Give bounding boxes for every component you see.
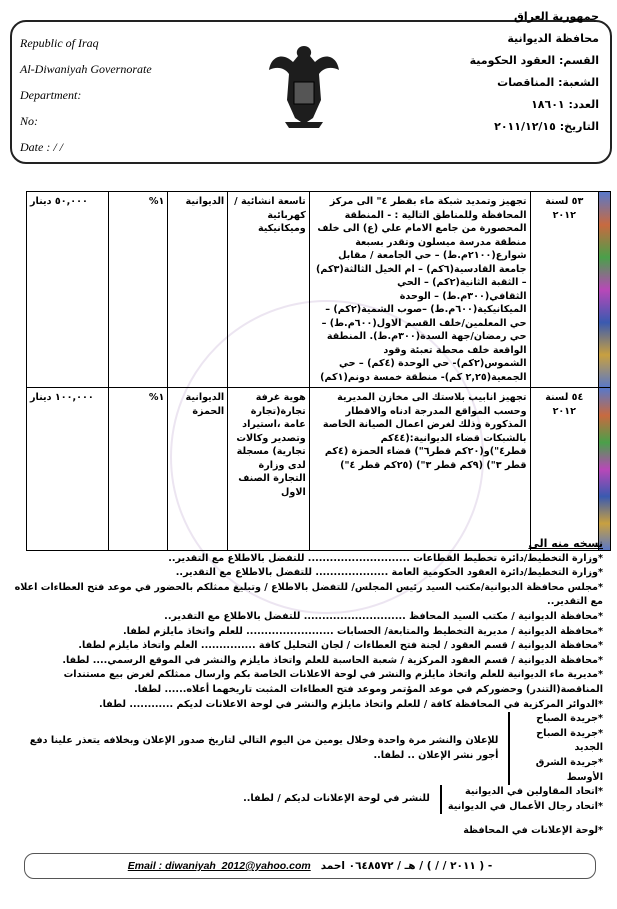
newspapers-note: للإعلان والنشر مرة واحدة وخلال يومين من اليوم التالي لتاريخ صدور الإعلان وبخلافه يتعذر علينا دفع أجور نشر الإعلان .. لطفا..: [29, 735, 499, 761]
tender-class: هوية غرفة تجارة(تجارة عامة ،استيراد وتصدير وكالات تجارية) مسجلة لدى وزارة التجارة الصنف الاول: [228, 388, 310, 551]
tender-price: ٥٠,٠٠٠ دينار: [27, 192, 109, 388]
newspaper-item: *جريدة الصباح الجديد: [536, 727, 603, 754]
tender-class: انشائية / كهربائية وميكانيكية: [234, 196, 306, 234]
tender-location: الديوانية الحمزة: [168, 388, 228, 551]
newspaper-item: *جريدة الصباح: [536, 713, 603, 725]
footer-bar: [24, 853, 596, 879]
tender-price: ١٠٠,٠٠٠ دينار: [27, 388, 109, 551]
copy-item: *محافظة الديوانية / مكتب السيد المحافظ ............................ للتفضل بالاطلاع مع التقدير..: [164, 610, 603, 622]
header-left-line: No:: [20, 114, 38, 128]
copy-item: *مجلس محافظة الديوانية/مكتب السيد رئيس المجلس/ للتفضل بالاطلاع / وتبليغ ممثلكم بالحضور في موعد فتح العطاءات اعلاه مع التقدير..: [14, 581, 603, 608]
decorative-stripe: [599, 192, 611, 388]
copy-item: *محافظة الديوانية / قسم العقود المركزية / شعبة الحاسبة للعلم واتخاذ مايلزم والنشر في الموقع الرسمي.... لطفا.: [62, 654, 603, 666]
header-left-line: Date : / /: [20, 140, 63, 154]
unions-group: [14, 785, 603, 814]
tender-description: تجهيز انابيب بلاستك الى مخازن المديرية وحسب المواقع المدرجة ادناه والاقطار المذكورة وذلك لغرض اعمال الصيانة الخاصة بالشبكات قضاء الديوانية:(٤٤كم قطر٤")و(٢٠كم قطر٦") قضاء الحمزة (٤كم قطر ٣") (٩كم قطر ٣") (٢٥كم قطر ٤"): [309, 388, 530, 551]
tender-location: الديوانية: [168, 192, 228, 388]
newspaper-item: *جريدة الشرق الأوسط: [535, 756, 603, 783]
header-right-line: محافظة الديوانية: [507, 32, 599, 45]
header-right-line: العدد: ١٨٦٠١: [531, 98, 599, 111]
copy-item: *الدوائر المركزية في المحافظة كافة / للعلم واتخاذ مايلزم والنشر في لوحة الاعلانات لديكم ............ لطفا.: [98, 698, 603, 710]
tender-number: ٥٣ لسنة ٢٠١٢: [530, 192, 599, 388]
copies-title: نسخه منه الى: [528, 537, 603, 550]
copy-item-last: *لوحة الإعلانات في المحافظة: [463, 825, 603, 837]
union-item: *اتحاد المقاولين في الديوانية: [465, 786, 603, 798]
copies-section: [14, 537, 603, 839]
eagle-emblem: [265, 40, 343, 130]
header-left-english: [20, 30, 152, 160]
newspapers-list: [508, 712, 603, 785]
unions-note: للنشر في لوحة الإعلانات لديكم / لطفا..: [243, 793, 430, 805]
header-right-line: الشعبة: المناقصات: [497, 76, 599, 89]
header-right-arabic: [470, 6, 599, 138]
unions-list: [440, 785, 603, 814]
union-item: *اتحاد رجال الأعمال في الديوانية: [447, 800, 603, 812]
header-right-line: التاريخ: ٢٠١١/١٢/١٥: [494, 120, 599, 133]
tender-class-grade: [228, 192, 310, 388]
tender-percent: ١%: [108, 388, 168, 551]
table-row: [27, 388, 611, 551]
copy-item: *محافظة الديوانية / مديرية التخطيط والمتابعة/ الحسابات ........................ للعلم واتخاذ مايلزم لطفا.: [122, 625, 603, 637]
header-left-line: Al-Diwaniyah Governorate: [20, 62, 152, 76]
decorative-stripe: [599, 388, 611, 551]
copy-item: *محافظة الديوانية / قسم العقود / لجنة فتح العطاءات / لجان التحليل كافة ............... العلم واتخاذ مايلزم لطفا.: [78, 640, 603, 652]
copy-item: *مديرية ماء الديوانية للعلم واتخاذ مايلزم والنشر في لوحة الاعلانات الخاصة بكم وارسال ممثلكم لغرض بيع مستندات المناقصة(التندر) وحضوركم في موعد المؤتمر وموعد فتح العطاءات المثبت تاريخهما أعلاه...... لطفا.: [63, 669, 603, 695]
table-row: [27, 192, 611, 388]
tender-table: [26, 191, 611, 551]
header-right-line: القسم: العقود الحكومية: [469, 54, 599, 67]
tender-description: تجهيز وتمديد شبكة ماء بقطر ٤" الى مركز المحافظة وللمناطق التالية : - المنطقة المحصورة من جامع الامام علي (ع) الى خلف منطقة مدرسة ميسلون وتقدر بسبعة شوارع(٢١٠٠م.ط) – حي الجامعة / مقابل جامعة القادسية(٦كم) – ام الخيل الثالثة(٣كم) – الثقبة الثانية(٢كم) – الحي الثقافي(٣٠٠م.ط) – الوحدة الميكانيكية(٦٠٠م.ط) –صوب الشمية(٢كم) – حي المعلمين/خلف القسم الاول(٦٠٠م.ط) – حي رمضان/جهة السدة(٣٠٠م.ط). المنطقة الواقعة خلف محطة تعبئة وقود الشموس(٢كم)- حي الوحدة (٤كم) – حي الجمعية(٢,٢٥ كم)- منطقة خمسة دونم(١كم): [309, 192, 530, 388]
tender-number: ٥٤ لسنة ٢٠١٢: [530, 388, 599, 551]
tender-grade: تاسعة: [277, 196, 306, 207]
footer-date-phone: - ( ٢٠١١ / / ) / هـ / ٠٦٤٨٥٧٢ احمد: [320, 860, 493, 872]
newspapers-group: [14, 712, 603, 785]
footer-email[interactable]: Email : diwaniyah_2012@yahoo.com: [127, 860, 311, 872]
header-left-line: Department:: [20, 88, 82, 102]
copy-item: *وزارة التخطيط/دائرة العقود الحكومية العامة .................... للتفضل بالاطلاع مع التقدير..: [175, 567, 603, 579]
header-left-line: Republic of Iraq: [20, 36, 99, 50]
copy-item: *وزارة التخطيط/دائرة تخطيط القطاعات ............................ للتفضل بالاطلاع مع التقدير..: [168, 552, 603, 564]
header-right-line: جمهورية العراق: [514, 10, 599, 23]
tender-percent: ١%: [108, 192, 168, 388]
